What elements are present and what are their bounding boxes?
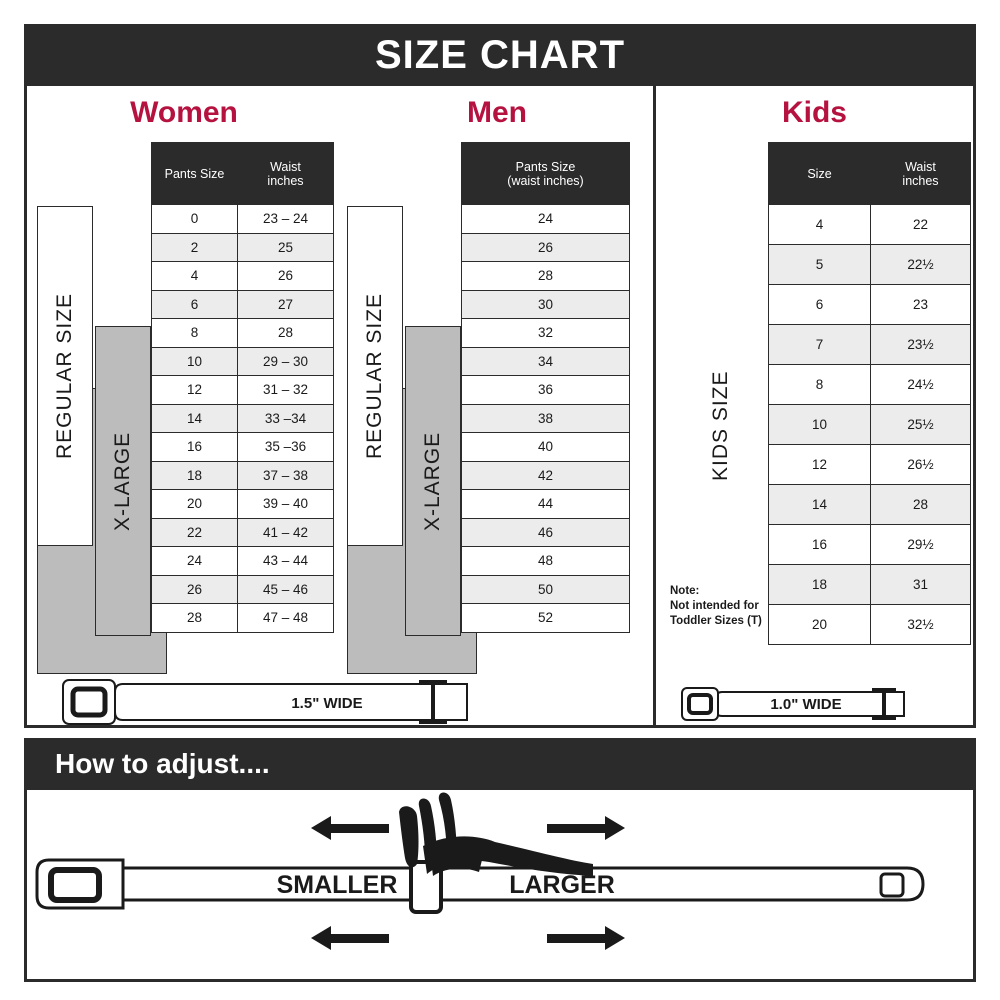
men-table-row — [462, 518, 630, 547]
page-title: SIZE CHART — [24, 24, 976, 86]
men-col-header: Pants Size (waist inches) — [462, 143, 630, 205]
kids-waist-cell: 29½ — [871, 525, 971, 565]
men-size-cell: 36 — [462, 376, 630, 405]
men-table-row — [462, 205, 630, 234]
men-size-cell: 44 — [462, 490, 630, 519]
women-waist-cell: 47 – 48 — [238, 604, 334, 633]
women-size-cell: 28 — [152, 604, 238, 633]
men-xlarge-label: X-LARGE — [405, 326, 461, 636]
women-col-header-size: Pants Size — [152, 143, 238, 205]
adult-belt-graphic — [27, 676, 656, 728]
kids-belt-width-label: 1.0" WIDE — [770, 696, 842, 713]
women-size-cell: 24 — [152, 547, 238, 576]
men-size-cell: 26 — [462, 233, 630, 262]
men-table-row — [462, 433, 630, 462]
women-waist-cell: 28 — [238, 319, 334, 348]
women-waist-cell: 26 — [238, 262, 334, 291]
men-table-row — [462, 547, 630, 576]
men-size-table — [461, 142, 630, 633]
women-size-table — [151, 142, 334, 633]
kids-waist-cell: 26½ — [871, 445, 971, 485]
women-block — [27, 86, 341, 626]
kids-size-cell: 12 — [769, 445, 871, 485]
women-table-row — [152, 347, 334, 376]
women-size-cell: 8 — [152, 319, 238, 348]
women-col-header-waist: Waist inches — [238, 143, 334, 205]
women-size-cell: 26 — [152, 575, 238, 604]
men-size-cell: 48 — [462, 547, 630, 576]
men-table-row — [462, 604, 630, 633]
kids-table-row — [769, 565, 971, 605]
kids-waist-cell: 23½ — [871, 325, 971, 365]
kids-section — [656, 86, 973, 725]
women-table-row — [152, 319, 334, 348]
women-table-row — [152, 404, 334, 433]
kids-table-row — [769, 325, 971, 365]
women-size-cell: 4 — [152, 262, 238, 291]
kids-waist-cell: 23 — [871, 285, 971, 325]
women-size-cell: 0 — [152, 205, 238, 234]
larger-label: LARGER — [509, 871, 615, 899]
women-size-cell: 16 — [152, 433, 238, 462]
men-size-cell: 28 — [462, 262, 630, 291]
kids-heading: Kids — [781, 96, 847, 129]
women-waist-cell: 33 –34 — [238, 404, 334, 433]
men-table-row — [462, 233, 630, 262]
women-table-row — [152, 547, 334, 576]
kids-col-header-waist: Waist inches — [871, 143, 971, 205]
adult-section — [27, 86, 656, 725]
kids-size-cell: 7 — [769, 325, 871, 365]
adult-belt-width-label: 1.5" WIDE — [291, 695, 363, 712]
women-waist-cell: 45 – 46 — [238, 575, 334, 604]
main-content — [24, 86, 976, 728]
women-size-cell: 12 — [152, 376, 238, 405]
women-waist-cell: 35 –36 — [238, 433, 334, 462]
men-table-row — [462, 575, 630, 604]
women-table-row — [152, 518, 334, 547]
kids-size-cell: 6 — [769, 285, 871, 325]
men-heading: Men — [467, 96, 527, 129]
men-size-cell: 52 — [462, 604, 630, 633]
kids-table-row — [769, 365, 971, 405]
men-size-cell: 50 — [462, 575, 630, 604]
kids-waist-cell: 24½ — [871, 365, 971, 405]
men-table-row — [462, 290, 630, 319]
belt-adjust-diagram — [27, 790, 973, 976]
kids-table-row — [769, 605, 971, 645]
women-table-row — [152, 433, 334, 462]
women-size-cell: 10 — [152, 347, 238, 376]
howto-illustration — [24, 790, 976, 982]
women-size-cell: 18 — [152, 461, 238, 490]
women-waist-cell: 25 — [238, 233, 334, 262]
women-waist-cell: 31 – 32 — [238, 376, 334, 405]
men-size-cell: 46 — [462, 518, 630, 547]
kids-waist-cell: 25½ — [871, 405, 971, 445]
women-waist-cell: 23 – 24 — [238, 205, 334, 234]
women-table-row — [152, 290, 334, 319]
kids-note: Note: Not intended for Toddler Sizes (T) — [670, 585, 762, 627]
kids-col-header-size: Size — [769, 143, 871, 205]
kids-size-cell: 20 — [769, 605, 871, 645]
kids-size-cell: 10 — [769, 405, 871, 445]
women-table-row — [152, 233, 334, 262]
women-regular-size-label: REGULAR SIZE — [37, 206, 93, 546]
kids-size-table — [768, 142, 971, 645]
kids-waist-cell: 31 — [871, 565, 971, 605]
women-waist-cell: 27 — [238, 290, 334, 319]
women-xlarge-label: X-LARGE — [95, 326, 151, 636]
howto-heading: How to adjust.... — [24, 738, 976, 790]
women-table-row — [152, 262, 334, 291]
kids-size-cell: 14 — [769, 485, 871, 525]
women-waist-cell: 43 – 44 — [238, 547, 334, 576]
women-table-row — [152, 461, 334, 490]
kids-table-row — [769, 245, 971, 285]
men-size-cell: 24 — [462, 205, 630, 234]
kids-size-cell: 16 — [769, 525, 871, 565]
men-table-row — [462, 404, 630, 433]
men-block — [341, 86, 653, 626]
kids-size-label: KIDS SIZE — [709, 370, 732, 482]
men-table-row — [462, 490, 630, 519]
kids-size-cell: 18 — [769, 565, 871, 605]
kids-table-row — [769, 205, 971, 245]
women-table-row — [152, 575, 334, 604]
men-table-row — [462, 319, 630, 348]
kids-waist-cell: 28 — [871, 485, 971, 525]
kids-table-row — [769, 405, 971, 445]
kids-waist-cell: 22½ — [871, 245, 971, 285]
women-waist-cell: 37 – 38 — [238, 461, 334, 490]
women-waist-cell: 39 – 40 — [238, 490, 334, 519]
men-size-cell: 38 — [462, 404, 630, 433]
men-table-row — [462, 347, 630, 376]
women-table-row — [152, 205, 334, 234]
kids-table-row — [769, 485, 971, 525]
women-size-cell: 2 — [152, 233, 238, 262]
women-table-row — [152, 376, 334, 405]
kids-size-cell: 4 — [769, 205, 871, 245]
kids-waist-cell: 32½ — [871, 605, 971, 645]
women-heading: Women — [130, 96, 238, 129]
women-size-cell: 20 — [152, 490, 238, 519]
men-size-cell: 34 — [462, 347, 630, 376]
women-waist-cell: 29 – 30 — [238, 347, 334, 376]
kids-belt-graphic — [656, 676, 994, 728]
men-size-cell: 30 — [462, 290, 630, 319]
women-table-row — [152, 490, 334, 519]
women-size-cell: 6 — [152, 290, 238, 319]
smaller-label: SMALLER — [276, 871, 398, 899]
women-size-cell: 22 — [152, 518, 238, 547]
women-table-row — [152, 604, 334, 633]
men-table-row — [462, 461, 630, 490]
kids-table-row — [769, 445, 971, 485]
kids-table-row — [769, 525, 971, 565]
kids-size-cell: 5 — [769, 245, 871, 285]
men-size-cell: 42 — [462, 461, 630, 490]
men-size-cell: 32 — [462, 319, 630, 348]
women-waist-cell: 41 – 42 — [238, 518, 334, 547]
men-size-cell: 40 — [462, 433, 630, 462]
women-size-cell: 14 — [152, 404, 238, 433]
men-table-row — [462, 376, 630, 405]
kids-table-row — [769, 285, 971, 325]
kids-waist-cell: 22 — [871, 205, 971, 245]
men-table-row — [462, 262, 630, 291]
men-regular-size-label: REGULAR SIZE — [347, 206, 403, 546]
kids-size-cell: 8 — [769, 365, 871, 405]
